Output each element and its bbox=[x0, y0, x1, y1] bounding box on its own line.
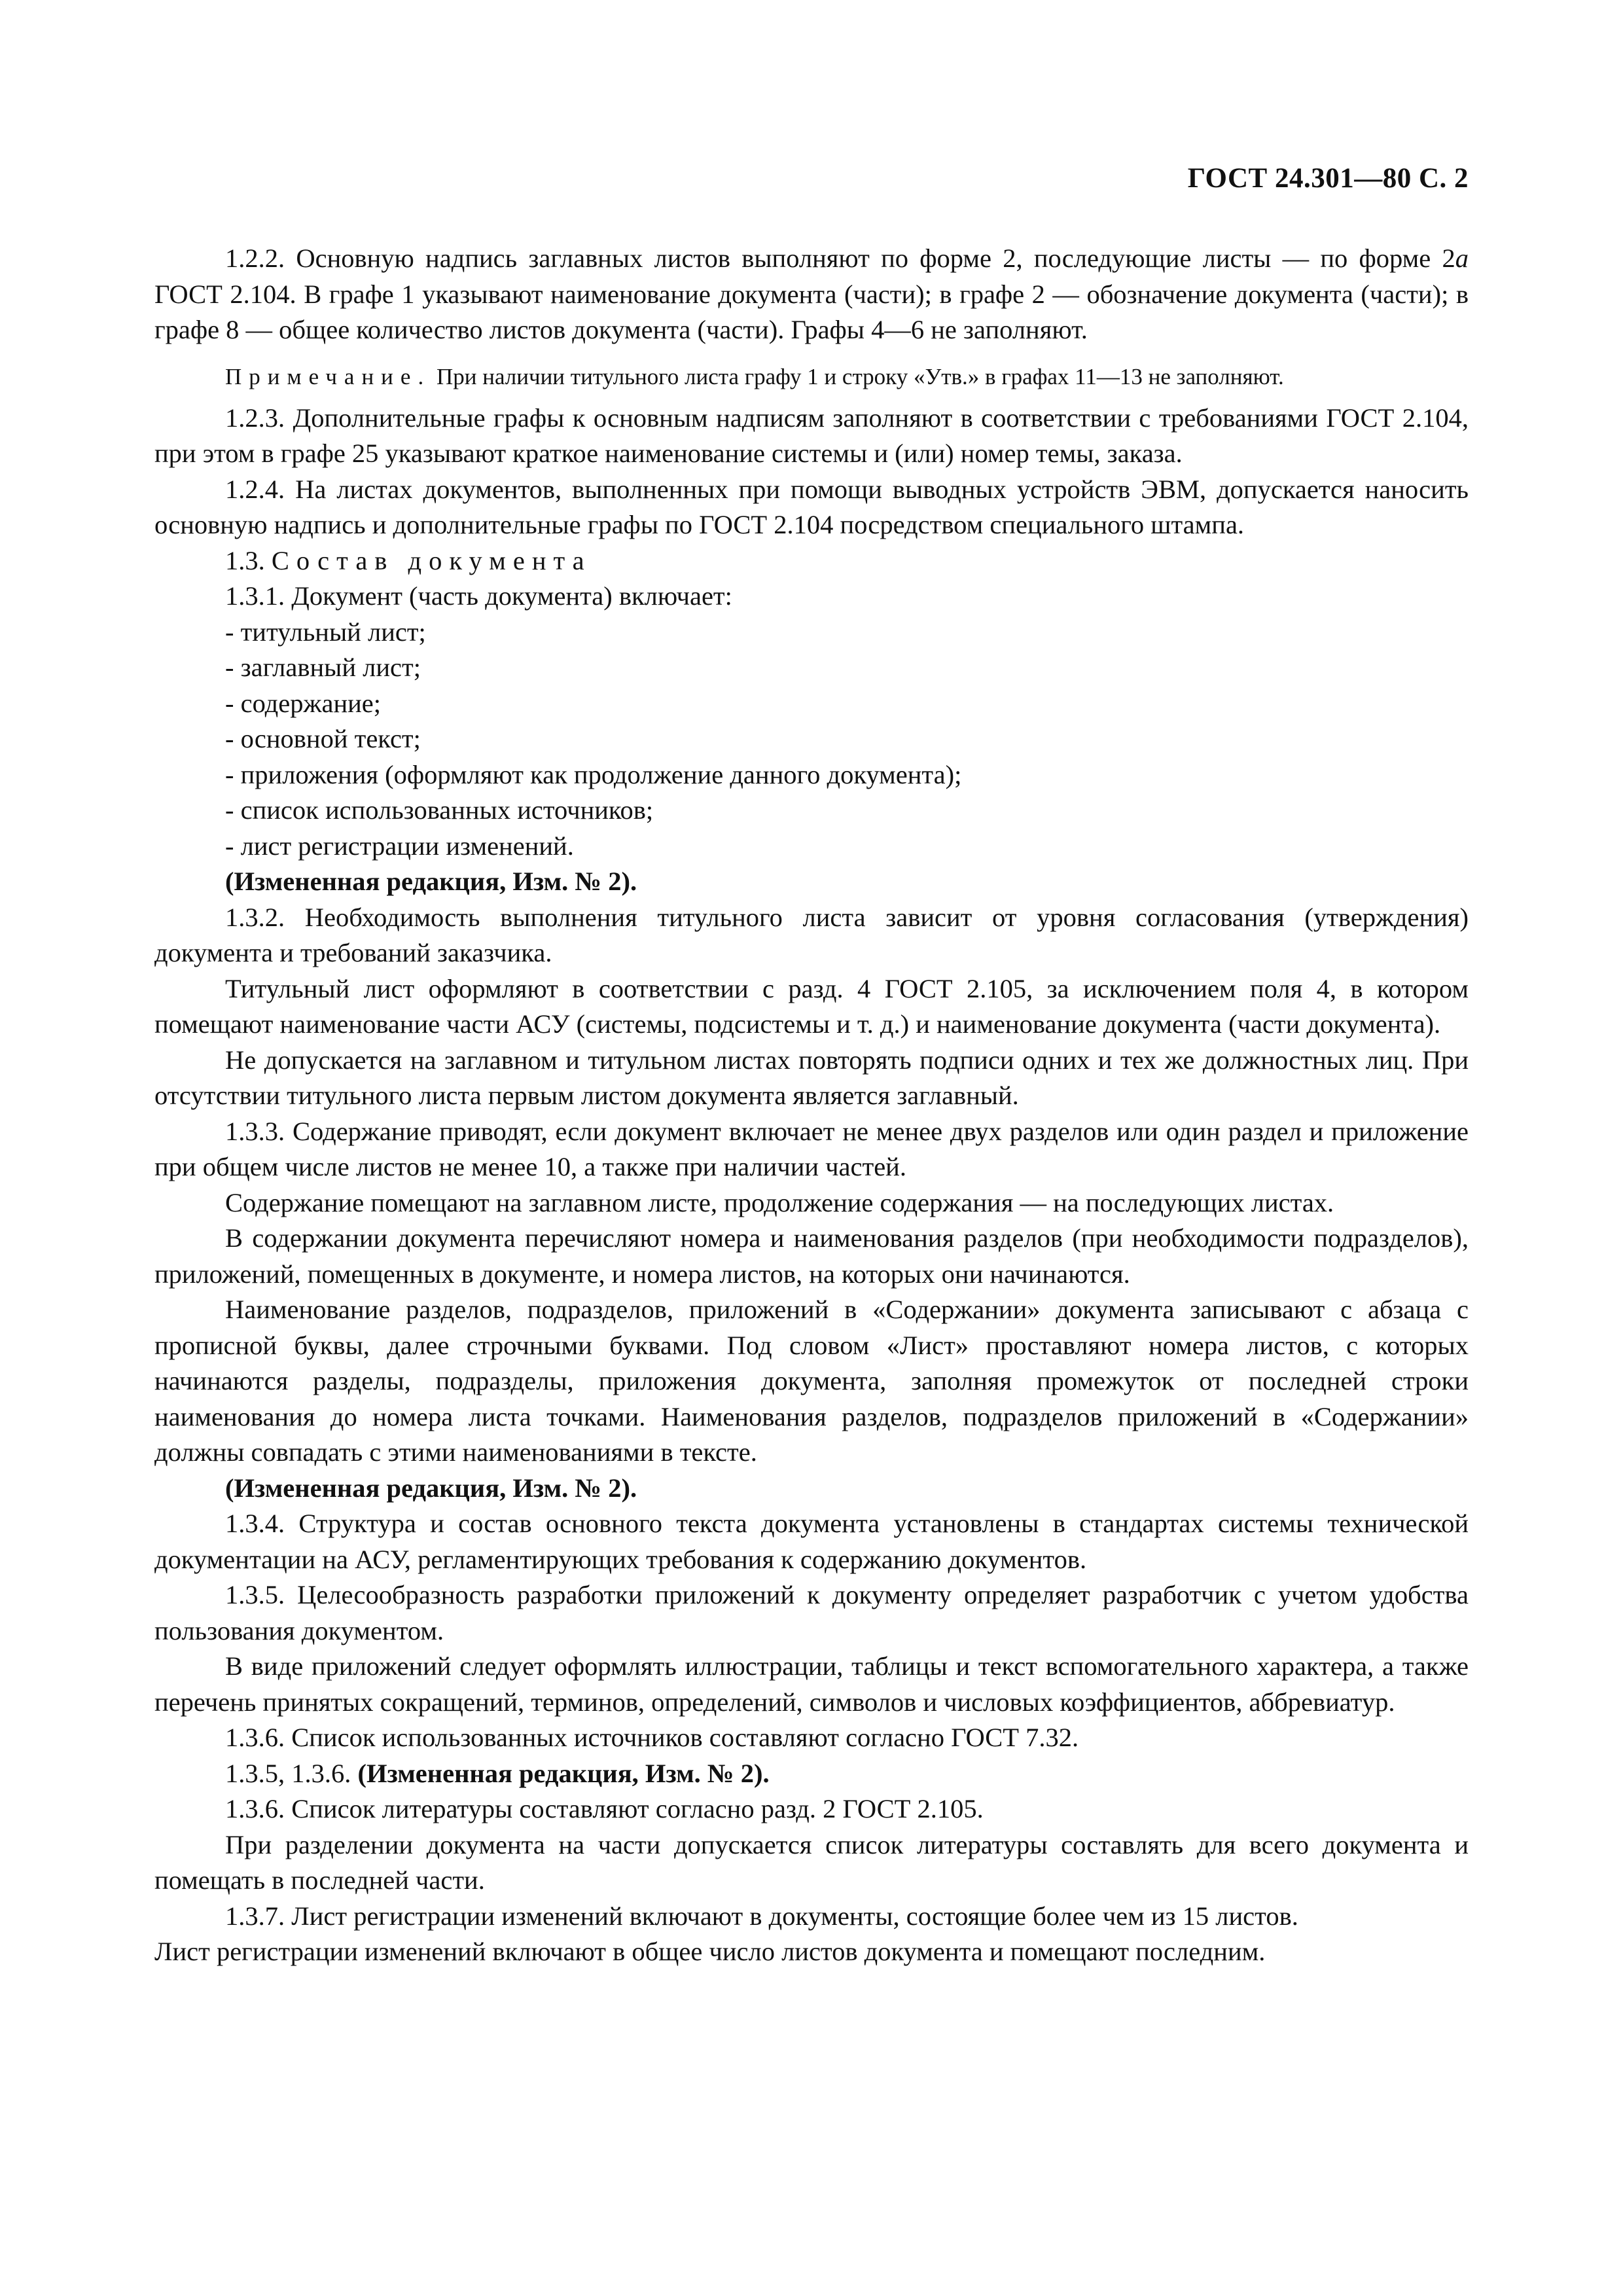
note-label: Примечание. bbox=[225, 363, 431, 389]
paragraph-1-3-5-b: В виде приложений следует оформлять иллюстрации, таблицы и текст вспомогательного характера, а также перечень принятых сокращений, терминов, определений, символов и числовых коэффициентов, аббревиатур. bbox=[154, 1651, 1469, 1717]
document-body bbox=[154, 241, 1469, 1970]
list-item: - титульный лист; bbox=[225, 617, 426, 647]
paragraph-1-3-3-d: Наименование разделов, подразделов, приложений в «Содержании» документа записывают с абзаца с прописной буквы, далее строчными буквами. Под словом «Лист» проставляют номера листов, с которых начинаются разделы, подразделы, приложения документа, заполняя промежуток от последней строки наименования до номера листа точками. Наименования разделов, подразделов приложений в «Содержании» должны совпадать с этими наименованиями в тексте. bbox=[154, 1295, 1469, 1467]
paragraph-1-3-7-b: Лист регистрации изменений включают в общее число листов документа и помещают последним. bbox=[154, 1937, 1266, 1966]
revision-prefix: 1.3.5, 1.3.6. bbox=[225, 1758, 358, 1788]
revision-text: (Измененная редакция, Изм. № 2). bbox=[357, 1758, 770, 1788]
form-letter: а bbox=[1455, 243, 1469, 273]
paragraph-1-3-6-old: 1.3.6. Список литературы составляют согласно разд. 2 ГОСТ 2.105. bbox=[225, 1794, 984, 1823]
paragraph-text: ГОСТ 2.104. В графе 1 указывают наименование документа (части); в графе 2 — обозначение документа (части); в графе 8 — общее количество листов документа (части). Графы 4—6 не заполняют. bbox=[154, 279, 1469, 344]
section-title: Состав документа bbox=[271, 545, 592, 575]
section-heading-1-3 bbox=[154, 543, 1469, 579]
list-item: - приложения (оформляют как продолжение данного документа); bbox=[225, 759, 962, 789]
paragraph-1-3-2-b: Титульный лист оформляют в соответствии с разд. 4 ГОСТ 2.105, за исключением поля 4, в котором помещают наименование части АСУ (системы, подсистемы и т. д.) и наименование документа (части документа). bbox=[154, 973, 1469, 1039]
list-item: - содержание; bbox=[225, 688, 382, 718]
paragraph-1-2-2 bbox=[154, 241, 1469, 348]
list-item: - основной текст; bbox=[225, 724, 421, 753]
paragraph-1-3-7: 1.3.7. Лист регистрации изменений включают в документы, состоящие более чем из 15 листов. bbox=[225, 1901, 1298, 1931]
note-text: При наличии титульного листа графу 1 и строку «Утв.» в графах 11—13 не заполняют. bbox=[431, 363, 1284, 389]
revision-note bbox=[154, 1756, 1469, 1792]
paragraph-1-2-3: 1.2.3. Дополнительные графы к основным надписям заполняют в соответствии с требованиями ГОСТ 2.104, при этом в графе 25 указывают краткое наименование системы и (или) номер темы, заказа. bbox=[154, 403, 1469, 468]
revision-note: (Измененная редакция, Изм. № 2). bbox=[225, 867, 637, 896]
note bbox=[154, 361, 1469, 393]
paragraph-1-3-2: 1.3.2. Необходимость выполнения титульного листа зависит от уровня согласования (утверждения) документа и требований заказчика. bbox=[154, 902, 1469, 967]
paragraph-1-3-6-old-b: При разделении документа на части допускается список литературы составлять для всего документа и помещать в последней части. bbox=[154, 1829, 1469, 1895]
paragraph-1-3-3-c: В содержании документа перечисляют номера и наименования разделов (при необходимости подразделов), приложений, помещенных в документе, и номера листов, на которых они начинаются. bbox=[154, 1223, 1469, 1289]
paragraph-1-3-2-c: Не допускается на заглавном и титульном листах повторять подписи одних и тех же должностных лиц. При отсутствии титульного листа первым листом документа является заглавный. bbox=[154, 1045, 1469, 1110]
paragraph-1-3-6: 1.3.6. Список использованных источников составляют согласно ГОСТ 7.32. bbox=[225, 1723, 1079, 1752]
revision-note: (Измененная редакция, Изм. № 2). bbox=[225, 1473, 637, 1503]
paragraph-1-2-4: 1.2.4. На листах документов, выполненных при помощи выводных устройств ЭВМ, допускается наносить основную надпись и дополнительные графы по ГОСТ 2.104 посредством специального штампа. bbox=[154, 474, 1469, 539]
list-item: - лист регистрации изменений. bbox=[225, 831, 574, 861]
paragraph-1-3-3-b: Содержание помещают на заглавном листе, продолжение содержания — на последующих листах. bbox=[225, 1187, 1334, 1217]
paragraph-1-3-3: 1.3.3. Содержание приводят, если документ включает не менее двух разделов или один раздел и приложение при общем числе листов не менее 10, а также при наличии частей. bbox=[154, 1116, 1469, 1181]
paragraph-1-3-1: 1.3.1. Документ (часть документа) включает: bbox=[225, 581, 732, 611]
list-item: - список использованных источников; bbox=[225, 795, 654, 825]
list-item: - заглавный лист; bbox=[225, 653, 421, 682]
page-header: ГОСТ 24.301—80 С. 2 bbox=[1187, 163, 1469, 194]
paragraph-1-3-5: 1.3.5. Целесообразность разработки приложений к документу определяет разработчик с учетом удобства пользования документом. bbox=[154, 1580, 1469, 1645]
paragraph-1-3-4: 1.3.4. Структура и состав основного текста документа установлены в стандартах системы технической документации на АСУ, регламентирующих требования к содержанию документов. bbox=[154, 1509, 1469, 1574]
section-number: 1.3. bbox=[225, 545, 272, 575]
paragraph-text: 1.2.2. Основную надпись заглавных листов выполняют по форме 2, последующие листы — по форме 2 bbox=[225, 243, 1455, 273]
